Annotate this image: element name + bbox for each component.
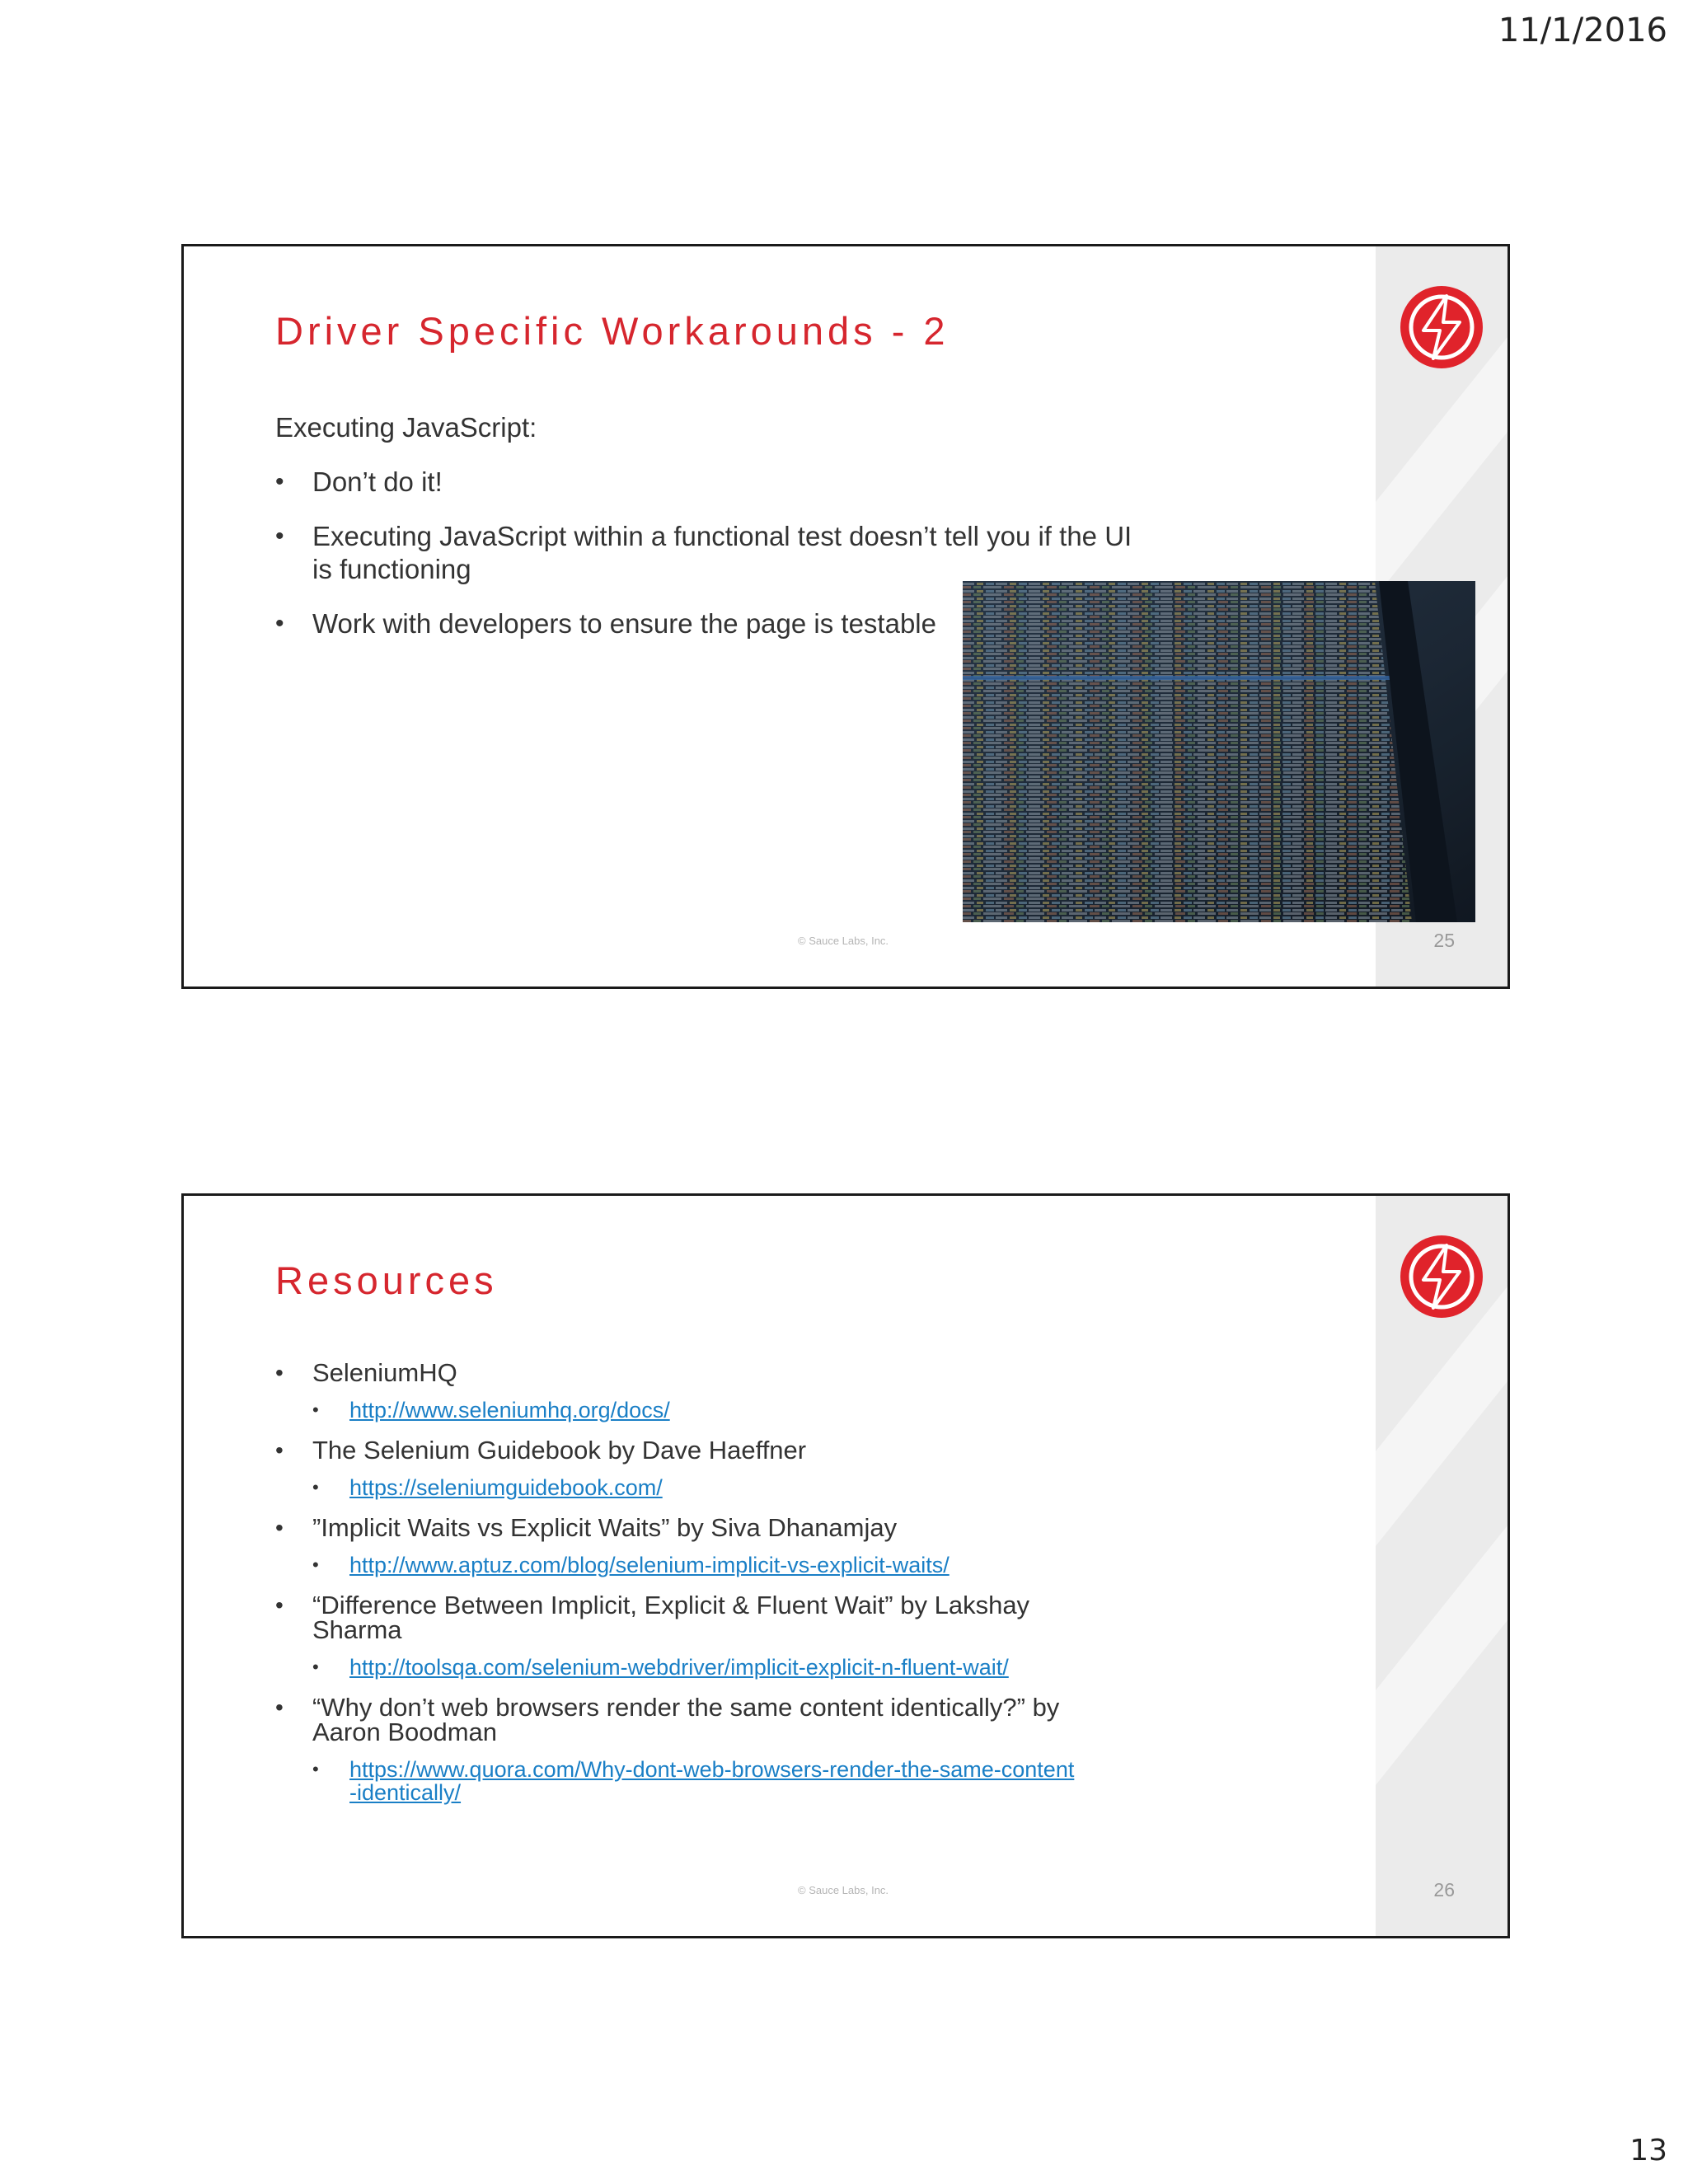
slide-driver-workarounds — [181, 244, 1510, 989]
resource-link-item — [312, 1476, 1116, 1499]
slide-title: Resources — [275, 1258, 498, 1302]
bullet-item — [275, 520, 1137, 586]
resource-title: “Why don’t web browsers render the same content identically?” by Aaron Boodman — [312, 1693, 1060, 1746]
slide-number: 25 — [1433, 930, 1455, 951]
resource-item — [275, 1695, 1104, 1804]
slide-number: 26 — [1433, 1879, 1455, 1900]
resource-link-item — [312, 1399, 1116, 1422]
resource-item — [275, 1438, 1116, 1499]
bullet-text: Executing JavaScript within a functional test doesn’t tell you if the UI is functioning — [312, 521, 1132, 584]
resource-item — [275, 1513, 1116, 1577]
resource-title: SeleniumHQ — [312, 1358, 457, 1387]
page-number: 13 — [1629, 2134, 1667, 2168]
resource-link[interactable]: http://www.aptuz.com/blog/selenium-implicit-vs-explicit-waits/ — [349, 1553, 950, 1577]
resource-link-item — [312, 1758, 1075, 1804]
page-date: 11/1/2016 — [1498, 12, 1667, 49]
bullet-item: • Don’t do it! — [275, 466, 1149, 499]
resource-item — [275, 1593, 1104, 1679]
resource-link[interactable]: http://toolsqa.com/selenium-webdriver/implicit-explicit-n-fluent-wait/ — [349, 1655, 1009, 1680]
intro-text: Executing JavaScript: — [275, 412, 537, 443]
slide-resources — [181, 1193, 1510, 1938]
resource-link[interactable]: https://www.quora.com/Why-dont-web-browsers-render-the-same-content-identically/ — [349, 1757, 1075, 1805]
footer-copyright: © Sauce Labs, Inc. — [798, 935, 889, 947]
code-screen-image — [963, 581, 1475, 922]
bullet-item: • Work with developers to ensure the page is testable — [275, 607, 1149, 640]
resource-title: “Difference Between Implicit, Explicit & Fluent Wait” by Lakshay Sharma — [312, 1591, 1030, 1644]
resource-link-item — [312, 1656, 1104, 1679]
slide-title: Driver Specific Workarounds - 2 — [275, 309, 950, 353]
resource-item — [275, 1358, 1116, 1422]
footer-copyright: © Sauce Labs, Inc. — [798, 1884, 889, 1896]
resource-link[interactable]: http://www.seleniumhq.org/docs/ — [349, 1398, 670, 1422]
resources-list — [275, 1358, 1116, 1821]
resource-title: The Selenium Guidebook by Dave Haeffner — [312, 1436, 807, 1465]
resource-link-item — [312, 1554, 1116, 1577]
sauce-logo-icon — [1399, 1234, 1484, 1319]
sauce-logo-icon — [1399, 284, 1484, 370]
resource-title: ”Implicit Waits vs Explicit Waits” by Siva Dhanamjay — [312, 1513, 898, 1542]
resource-link[interactable]: https://seleniumguidebook.com/ — [349, 1475, 663, 1500]
